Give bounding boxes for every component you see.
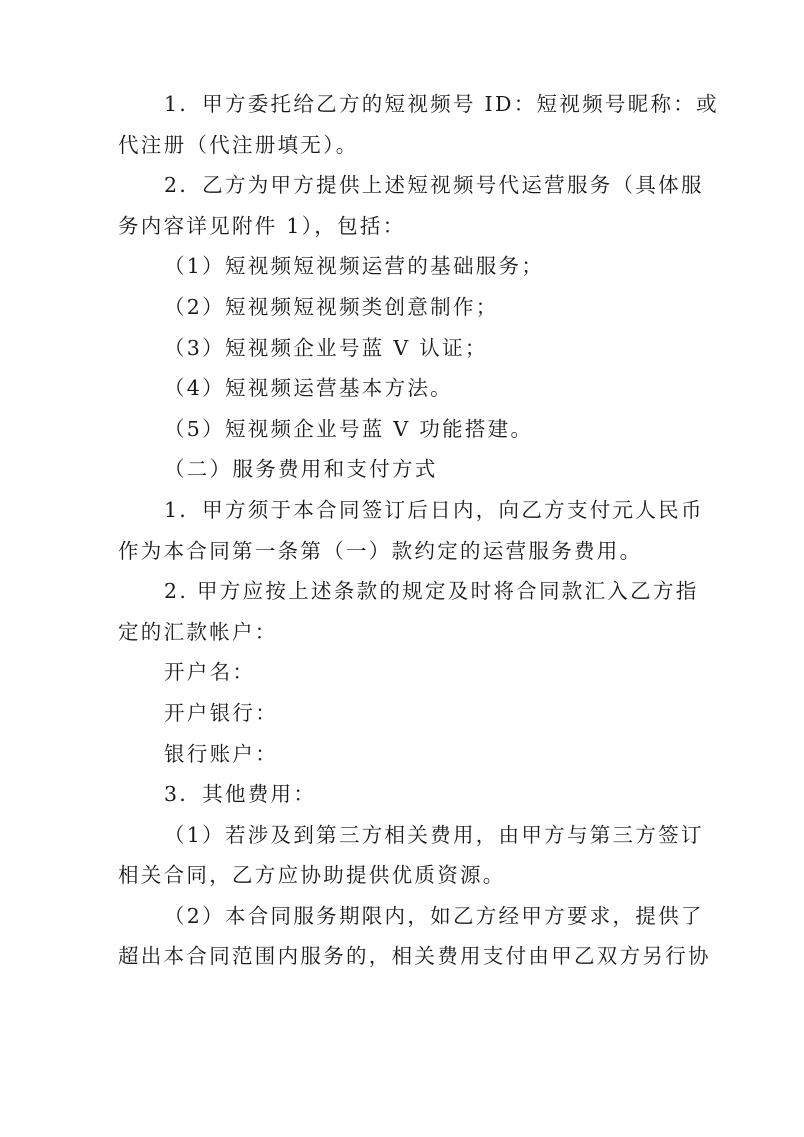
text-line: 相关合同，乙方应协助提供优质资源。 [118,863,506,888]
text-line: （2）本合同服务期限内，如乙方经甲方要求，提供了 [164,903,704,928]
text-line: 3．其他费用： [164,782,317,807]
text-line: 1．甲方委托给乙方的短视频号 ID：短视频号昵称：或 [164,92,719,116]
text-line: 1．甲方须于本合同签订后日内，向乙方支付元人民币 [164,497,704,522]
text-line: 代注册（代注册填无）。 [118,132,359,157]
text-line: （1）若涉及到第三方相关费用，由甲方与第三方签订 [164,822,704,847]
text-line: 2．乙方为甲方提供上述短视频号代运营服务（具体服 [164,173,704,198]
bank-account-field: 银行账户： [164,741,278,766]
text-line: （3）短视频企业号蓝 V 认证； [164,335,488,360]
text-line: 务内容详见附件 1），包括： [118,213,406,238]
text-line: （2）短视频短视频类创意制作； [164,294,499,319]
section-heading: （二）服务费用和支付方式 [164,457,438,482]
text-line: （5）短视频企业号蓝 V 功能搭建。 [164,416,534,441]
text-line: （4）短视频运营基本方法。 [164,376,453,401]
account-name-field: 开户名： [164,660,256,685]
document-body [118,84,719,977]
text-line: 超出本合同范围内服务的，相关费用支付由甲乙双方另行协 [118,944,711,969]
bank-name-field: 开户银行： [164,700,278,725]
text-line: 2. 甲方应按上述条款的规定及时将合同款汇入乙方指 [164,579,699,604]
text-line: 作为本合同第一条第（一）款约定的运营服务费用。 [118,538,643,563]
text-line: 定的汇款帐户： [118,619,278,644]
text-line: （1）短视频短视频运营的基础服务； [164,254,545,279]
